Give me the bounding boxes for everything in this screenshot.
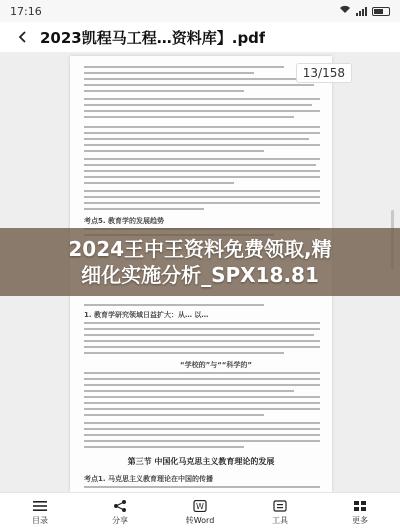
chapter-heading: 第三节 中国化马克思主义教育理论的发展	[127, 457, 275, 466]
back-arrow-icon[interactable]	[12, 26, 34, 48]
signal-icon	[356, 7, 367, 16]
title-bar	[0, 22, 400, 52]
convert-icon	[192, 499, 208, 513]
toolbar-toc-button[interactable]	[10, 499, 70, 526]
share-icon	[112, 499, 128, 513]
status-bar	[0, 0, 400, 22]
more-icon	[352, 499, 368, 513]
tools-icon	[272, 499, 288, 513]
page-counter: 13/158	[296, 63, 352, 83]
toolbar-label: 转Word	[185, 516, 215, 525]
section-heading: 考点5. 教育学的发展趋势	[84, 217, 164, 225]
toolbar-label: 分享	[112, 516, 128, 525]
overlay-text-line-2: 细化实施分析_SPX18.81	[81, 263, 319, 287]
toolbar-label: 目录	[32, 516, 48, 525]
toolbar-label: 更多	[352, 516, 368, 525]
toolbar-tools-button[interactable]	[250, 499, 310, 526]
status-time: 17:16	[10, 4, 42, 18]
section-heading: 1. 教育学研究领域日益扩大：从… 以…	[84, 311, 209, 319]
wifi-icon	[339, 5, 351, 17]
status-icons	[339, 5, 390, 17]
battery-icon	[372, 7, 390, 16]
overlay-text-line-1: 2024王中王资料免费领取,精	[68, 237, 332, 261]
document-title: 2023凯程马工程…资料库】.pdf	[40, 28, 266, 47]
toolbar-share-button[interactable]	[90, 499, 150, 526]
svg-text:W: W	[196, 502, 204, 511]
promo-overlay-banner	[0, 228, 400, 296]
section-heading: “学校的”与““科学的”	[180, 361, 253, 369]
bottom-toolbar	[0, 492, 400, 532]
toolbar-label: 工具	[272, 516, 288, 525]
toolbar-convert-word-button[interactable]	[170, 499, 230, 526]
section-heading: 考点1. 马克思主义教育理论在中国的传播	[84, 475, 213, 483]
list-icon	[32, 499, 48, 513]
toolbar-more-button[interactable]	[330, 499, 390, 526]
